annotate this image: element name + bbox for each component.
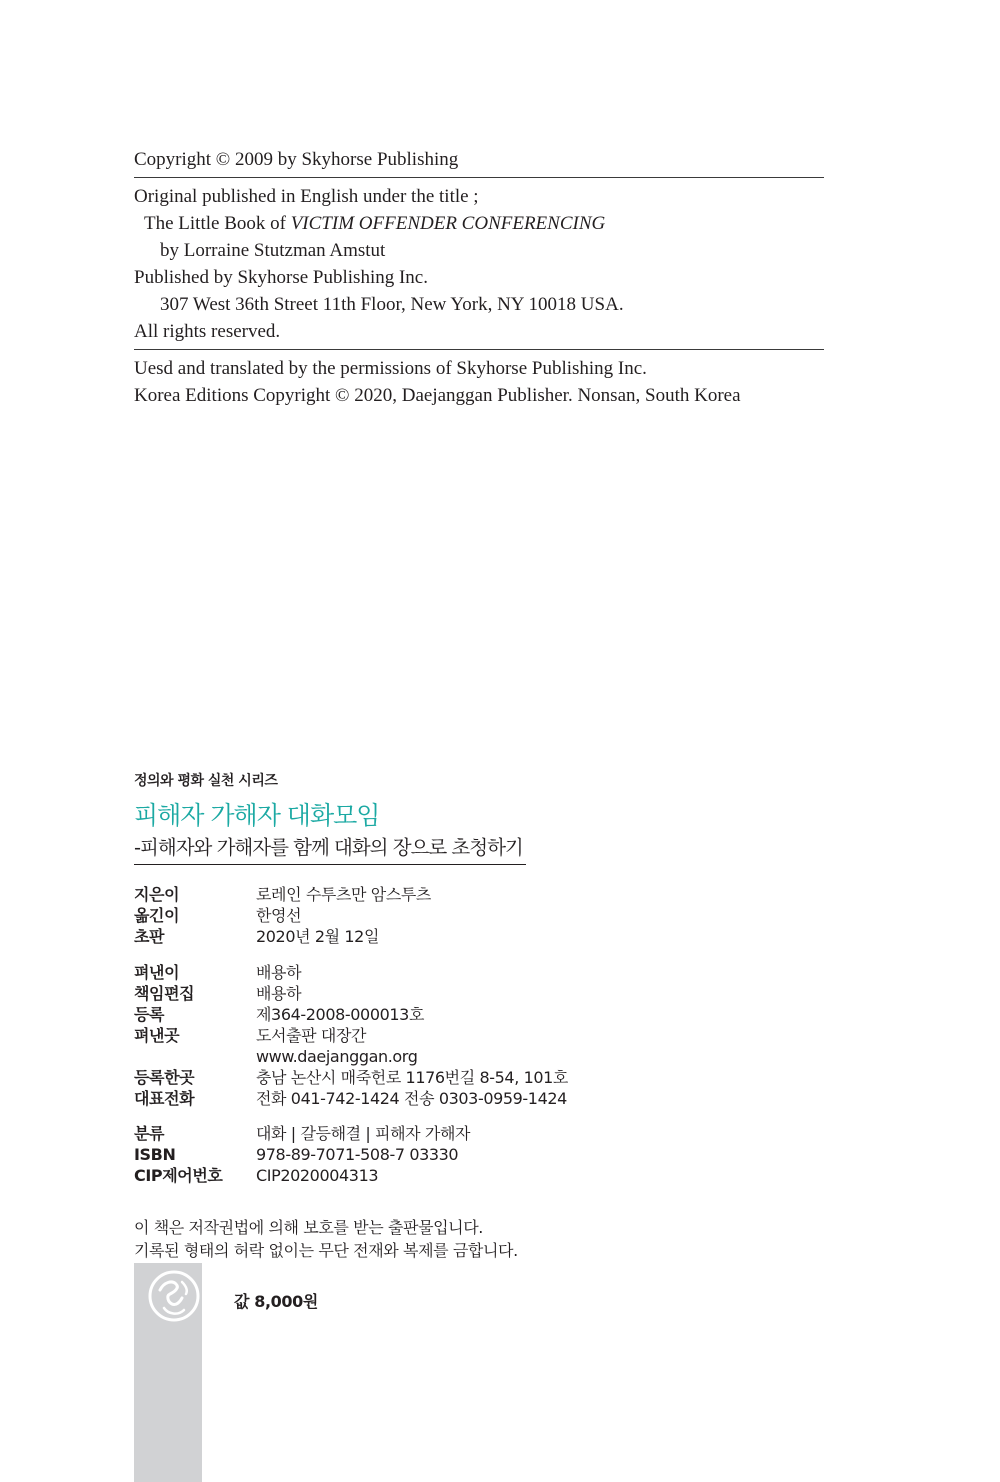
info-row: [134, 1025, 568, 1046]
copyright-line: Copyright © 2009 by Skyhorse Publishing: [134, 149, 459, 170]
info-value: 배용하: [256, 963, 302, 982]
copyright-block: [134, 146, 824, 409]
info-key: 분류: [134, 1124, 165, 1143]
permission-line: Uesd and translated by the permissions of Skyhorse Publishing Inc.: [134, 358, 647, 379]
website-url: www.daejanggan.org: [256, 1047, 418, 1066]
info-row: [134, 962, 568, 983]
info-row: [134, 926, 431, 947]
classification-group: [134, 1123, 470, 1186]
info-row: [134, 1004, 568, 1025]
info-value: 로레인 수투츠만 암스투츠: [256, 885, 431, 904]
original-publisher: Published by Skyhorse Publishing Inc.: [134, 267, 428, 288]
copyright-notice: [134, 1216, 518, 1262]
info-row: [134, 1165, 470, 1186]
info-value: CIP2020004313: [256, 1166, 379, 1185]
info-key: 지은이: [134, 885, 180, 904]
info-key: 책임편집: [134, 984, 195, 1003]
original-title: [134, 210, 824, 237]
price: 값 8,000원: [234, 1292, 318, 1311]
info-key: 등록한곳: [134, 1068, 195, 1087]
divider: [134, 349, 824, 350]
divider: [134, 177, 824, 178]
original-intro: Original published in English under the title ;: [134, 186, 479, 207]
info-row: [134, 1046, 568, 1067]
info-value: 2020년 2월 12일: [256, 927, 379, 946]
series-name: 정의와 평화 실천 시리즈: [134, 773, 278, 789]
info-key: ISBN: [134, 1145, 176, 1164]
publisher-group: [134, 962, 568, 1109]
info-key: 대표전화: [134, 1089, 195, 1108]
notice-line: 기록된 형태의 허락 없이는 무단 전재와 복제를 금합니다.: [134, 1241, 518, 1260]
info-key: 펴낸곳: [134, 1026, 180, 1045]
info-row: [134, 1088, 568, 1109]
info-key: 초판: [134, 927, 165, 946]
info-row: [134, 1067, 568, 1088]
rights-reserved: All rights reserved.: [134, 321, 281, 342]
info-value: 배용하: [256, 984, 302, 1003]
info-value: 전화 041-742-1424 전송 0303-0959-1424: [256, 1089, 567, 1108]
info-value: 대화 | 갈등해결 | 피해자 가해자: [256, 1124, 471, 1143]
book-title: 피해자 가해자 대화모임: [134, 801, 380, 830]
info-value: 한영선: [256, 906, 302, 925]
info-row: [134, 905, 431, 926]
book-subtitle: -피해자와 가해자를 함께 대화의 장으로 초청하기: [134, 836, 523, 859]
info-value: 도서출판 대장간: [256, 1026, 367, 1045]
info-value: 978-89-7071-508-7 03330: [256, 1145, 459, 1164]
info-row: [134, 1144, 470, 1165]
notice-line: 이 책은 저작권법에 의해 보호를 받는 출판물입니다.: [134, 1218, 483, 1237]
credits-group: [134, 884, 431, 947]
original-title-prefix: The Little Book of: [144, 213, 291, 234]
publisher-address: 307 West 36th Street 11th Floor, New York, NY 10018 USA.: [160, 294, 624, 315]
info-row: [134, 1123, 470, 1144]
info-key: 등록: [134, 1005, 165, 1024]
original-author: by Lorraine Stutzman Amstut: [160, 240, 386, 261]
info-value: 제364-2008-000013호: [256, 1005, 424, 1024]
title-divider: [134, 864, 526, 865]
korea-edition-line: Korea Editions Copyright © 2020, Daejanggan Publisher. Nonsan, South Korea: [134, 385, 741, 406]
info-key: CIP제어번호: [134, 1166, 223, 1185]
info-value: 충남 논산시 매죽헌로 1176번길 8-54, 101호: [256, 1068, 568, 1087]
info-key: 옮긴이: [134, 906, 180, 925]
globe-hands-logo-icon: [146, 1268, 202, 1324]
original-title-italic: VICTIM OFFENDER CONFERENCING: [290, 213, 606, 234]
info-row: [134, 884, 431, 905]
info-key: [134, 1046, 256, 1067]
info-key: 펴낸이: [134, 963, 180, 982]
info-row: [134, 983, 568, 1004]
